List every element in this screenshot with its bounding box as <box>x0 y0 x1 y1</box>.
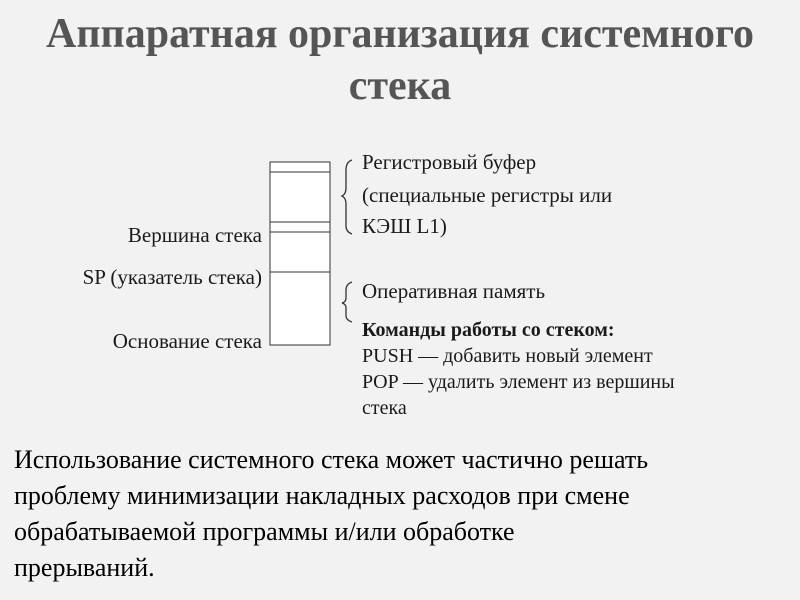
bottom-line-3: обрабатываемой программы и/или обработке <box>14 517 515 546</box>
pop-command-line-1: POP — удалить элемент из вершины <box>362 371 675 393</box>
bottom-line-1: Использование системного стека может частично решать <box>14 445 649 474</box>
pop-command-line-2: стека <box>362 397 407 419</box>
stack-commands <box>362 317 792 421</box>
bottom-line-4: прерываний. <box>14 553 155 582</box>
push-command: PUSH — добавить новый элемент <box>362 345 653 367</box>
register-buffer-label-line-2: (специальные регистры или <box>362 183 613 207</box>
bottom-paragraph <box>14 442 794 586</box>
stack-column <box>270 162 330 345</box>
stack-top-label: Вершина стека <box>127 223 262 247</box>
ram-label: Оперативная память <box>362 279 546 303</box>
commands-title: Команды работы со стеком: <box>362 319 615 341</box>
ram-brace <box>342 282 352 322</box>
register-buffer-label-line-1: Регистровый буфер <box>362 150 537 174</box>
register-buffer-brace <box>342 160 352 234</box>
bottom-line-2: проблему минимизации накладных расходов при смене <box>14 481 630 510</box>
register-buffer-label-line-3: КЭШ L1) <box>362 214 447 238</box>
page-title-line-1: Аппаратная организация системного <box>46 11 754 57</box>
page-title-line-2: стека <box>348 63 452 109</box>
stack-pointer-label: SP (указатель стека) <box>82 265 262 289</box>
stack-base-label: Основание стека <box>112 329 262 353</box>
